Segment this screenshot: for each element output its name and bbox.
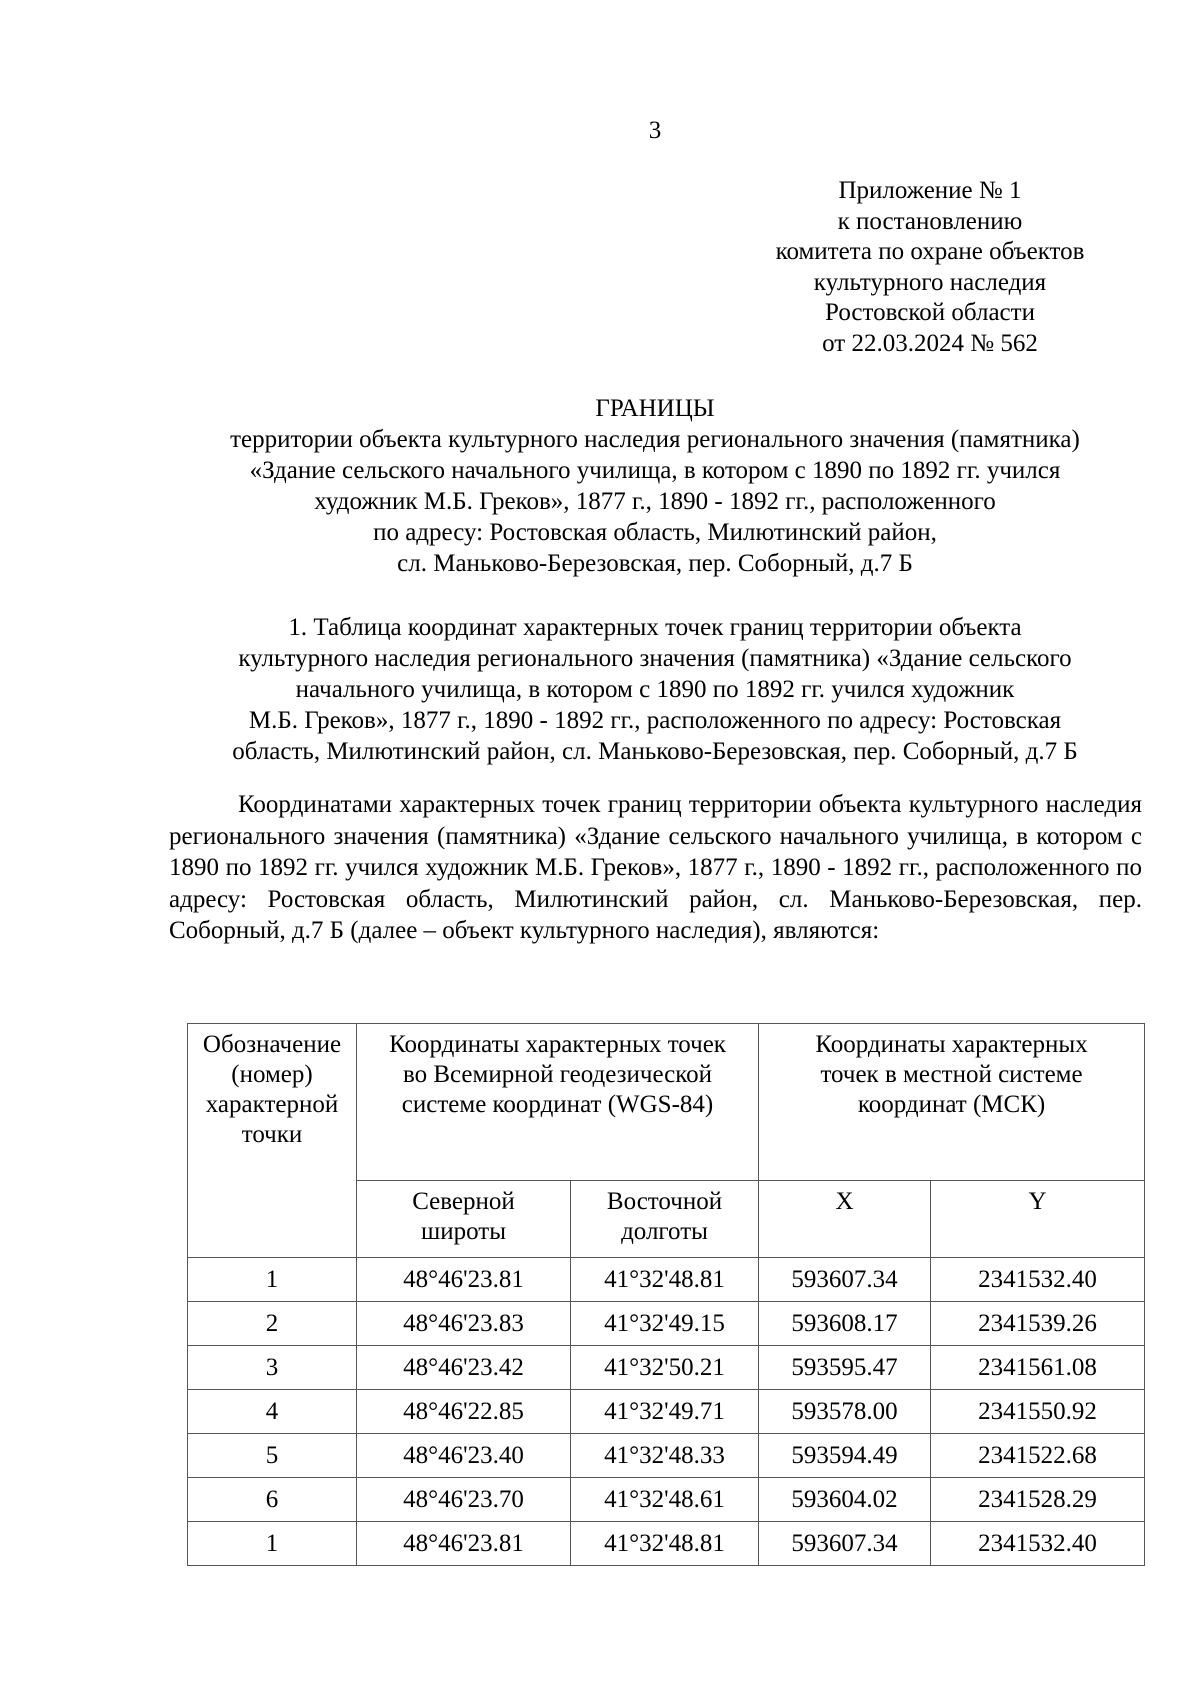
header-y: Y <box>931 1181 1145 1258</box>
cell-north: 48°46'23.83 <box>357 1302 571 1346</box>
table-row <box>188 1346 1145 1390</box>
section-line: культурного наследия регионального значения (памятника) «Здание сельского <box>238 645 1072 672</box>
section-line: начального училища, в котором с 1890 по 1892 гг. учился художник <box>295 676 1015 703</box>
cell-y: 2341561.08 <box>931 1346 1145 1390</box>
cell-y: 2341532.40 <box>931 1522 1145 1566</box>
body-paragraph: Координатами характерных точек границ территории объекта культурного наследия регионального значения (памятника) «Здание сельского начального училища, в котором с 1890 по 1892 гг. учился художник М.Б. Греков», 1877 г., 1890 - 1892 гг., расположенного по адресу: Ростовская область, Милютинский район, сл. Маньково-Березовская, пер. Соборный, д.7 Б (далее – объект культурного наследия), являются: <box>169 791 1142 944</box>
cell-x: 593607.34 <box>759 1522 931 1566</box>
appendix-line: Ростовской области <box>825 299 1035 326</box>
cell-north: 48°46'23.81 <box>357 1522 571 1566</box>
header-wgs: Координаты характерных точек во Всемирной геодезической системе координат (WGS-84) <box>357 1024 759 1181</box>
cell-y: 2341522.68 <box>931 1434 1145 1478</box>
table-header-row <box>188 1024 1145 1181</box>
cell-y: 2341532.40 <box>931 1258 1145 1302</box>
table-row <box>188 1302 1145 1346</box>
page-number: 3 <box>648 117 662 144</box>
section-line: 1. Таблица координат характерных точек границ территории объекта <box>288 614 1022 641</box>
table-row <box>188 1478 1145 1522</box>
header-north: Северной широты <box>357 1181 571 1258</box>
header-east: Восточной долготы <box>571 1181 759 1258</box>
cell-north: 48°46'22.85 <box>357 1390 571 1434</box>
section-line: М.Б. Греков», 1877 г., 1890 - 1892 гг., расположенного по адресу: Ростовская <box>248 707 1062 734</box>
cell-x: 593608.17 <box>759 1302 931 1346</box>
cell-north: 48°46'23.40 <box>357 1434 571 1478</box>
header-x: X <box>759 1181 931 1258</box>
title-line: территории объекта культурного наследия регионального значения (памятника) <box>230 426 1080 453</box>
cell-x: 593594.49 <box>759 1434 931 1478</box>
header-point: Обозначение (номер) характерной точки <box>188 1024 357 1258</box>
cell-point: 4 <box>188 1390 357 1434</box>
cell-east: 41°32'48.33 <box>571 1434 759 1478</box>
cell-point: 1 <box>188 1522 357 1566</box>
cell-point: 3 <box>188 1346 357 1390</box>
title-heading: ГРАНИЦЫ <box>595 395 715 422</box>
coordinates-table <box>187 1023 1145 1566</box>
cell-east: 41°32'48.81 <box>571 1522 759 1566</box>
document-title <box>150 393 1160 579</box>
table-row <box>188 1258 1145 1302</box>
table-row <box>188 1390 1145 1434</box>
appendix-line: Приложение № 1 <box>838 177 1022 204</box>
coordinates-table-wrapper <box>187 1023 1144 1566</box>
cell-x: 593578.00 <box>759 1390 931 1434</box>
cell-point: 5 <box>188 1434 357 1478</box>
title-line: художник М.Б. Греков», 1877 г., 1890 - 1892 гг., расположенного <box>314 488 996 515</box>
cell-east: 41°32'48.81 <box>571 1258 759 1302</box>
cell-east: 41°32'48.61 <box>571 1478 759 1522</box>
cell-point: 2 <box>188 1302 357 1346</box>
cell-north: 48°46'23.81 <box>357 1258 571 1302</box>
appendix-line: комитета по охране объектов <box>775 238 1085 265</box>
section-line: область, Милютинский район, сл. Маньково-Березовская, пер. Соборный, д.7 Б <box>232 738 1078 765</box>
title-line: «Здание сельского начального училища, в котором с 1890 по 1892 гг. учился <box>249 457 1061 484</box>
title-line: по адресу: Ростовская область, Милютинский район, <box>373 519 937 546</box>
cell-y: 2341550.92 <box>931 1390 1145 1434</box>
appendix-block <box>740 176 1120 359</box>
cell-east: 41°32'49.71 <box>571 1390 759 1434</box>
title-line: сл. Маньково-Березовская, пер. Соборный, д.7 Б <box>397 550 913 577</box>
cell-x: 593604.02 <box>759 1478 931 1522</box>
table-row <box>188 1434 1145 1478</box>
header-msk: Координаты характерных точек в местной системе координат (МСК) <box>759 1024 1145 1181</box>
cell-north: 48°46'23.42 <box>357 1346 571 1390</box>
cell-y: 2341539.26 <box>931 1302 1145 1346</box>
cell-north: 48°46'23.70 <box>357 1478 571 1522</box>
appendix-line: к постановлению <box>837 207 1023 235</box>
cell-east: 41°32'50.21 <box>571 1346 759 1390</box>
cell-east: 41°32'49.15 <box>571 1302 759 1346</box>
appendix-line: от 22.03.2024 № 562 <box>822 329 1038 357</box>
table-row <box>188 1522 1145 1566</box>
cell-x: 593607.34 <box>759 1258 931 1302</box>
cell-point: 6 <box>188 1478 357 1522</box>
cell-x: 593595.47 <box>759 1346 931 1390</box>
cell-y: 2341528.29 <box>931 1478 1145 1522</box>
appendix-line: культурного наследия <box>813 268 1047 296</box>
section-heading <box>150 612 1160 767</box>
cell-point: 1 <box>188 1258 357 1302</box>
